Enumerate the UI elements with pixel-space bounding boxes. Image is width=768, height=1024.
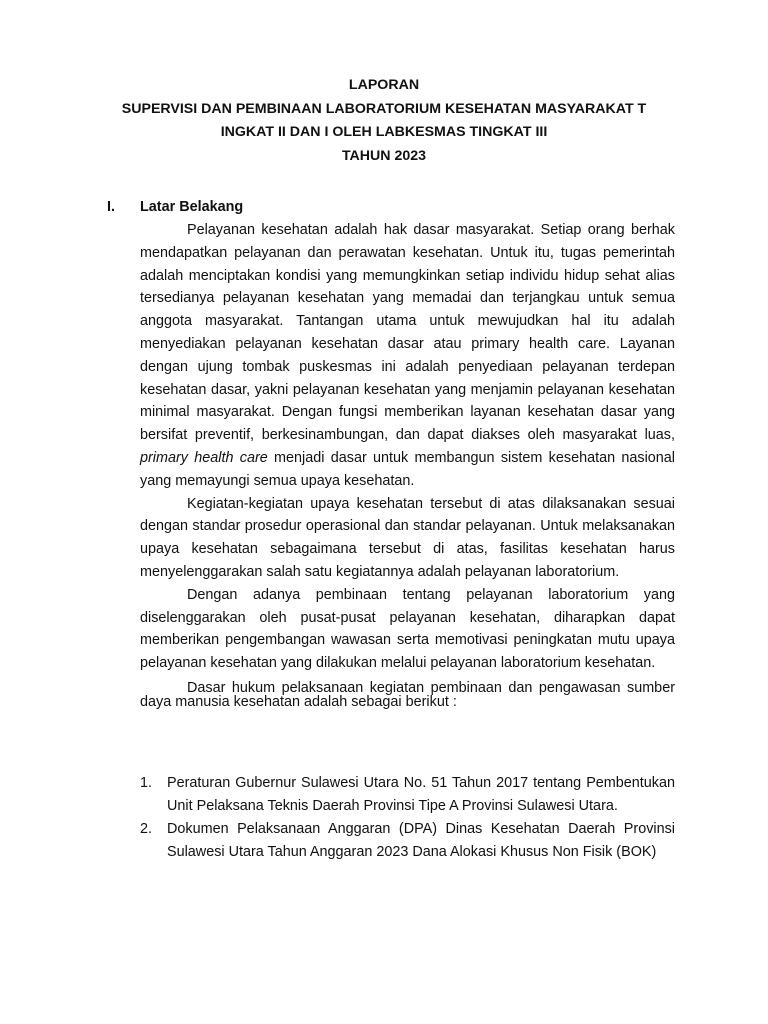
section-number: I. (107, 199, 115, 215)
section-body (140, 219, 675, 710)
paragraph-1-italic-term: primary health care (140, 449, 268, 466)
report-title (60, 74, 708, 168)
section-heading: Latar Belakang (140, 199, 244, 215)
paragraph-1-text: Pelayanan kesehatan adalah hak dasar masyarakat. Setiap orang berhak mendapatkan pelayanan dan perawatan kesehatan. Untuk itu, tugas pemerintah adalah menciptakan kondisi yang memungkinkan setiap individu hidup sehat alias tersedianya pelayanan kesehatan yang memadai dan terjangkau untuk semua anggota masyarakat. Tantangan utama untuk mewujudkan hal itu adalah menyediakan pelayanan kesehatan dasar atau primary health care. Layanan dengan ujung tombak puskesmas ini adalah penyediaan pelayanan terdepan kesehatan dasar, yakni pelayanan kesehatan yang menjamin pelayanan kesehatan minimal masyarakat. Dengan fungsi memberikan layanan kesehatan dasar yang bersifat preventif, berkesinambungan, dan dapat diakses oleh masyarakat luas, (140, 222, 675, 444)
paragraph-4: Dasar hukum pelaksanaan kegiatan pembinaan dan pengawasan sumber daya manusia kesehatan adalah sebagai berikut : (140, 679, 675, 711)
paragraph-3: Dengan adanya pembinaan tentang pelayanan laboratorium yang diselenggarakan oleh pusat-pusat pelayanan kesehatan, diharapkan dapat memberikan pengembangan wawasan serta memotivasi peningkatan mutu upaya pelayanan kesehatan yang dilakukan melalui pelayanan laboratorium kesehatan. (140, 586, 675, 672)
title-line: LAPORAN (348, 77, 420, 93)
list-item-text: Dokumen Pelaksanaan Anggaran (DPA) Dinas Kesehatan Daerah Provinsi Sulawesi Utara Tahun Anggaran 2023 Dana Alokasi Khusus Non Fisik (BOK) (167, 821, 675, 860)
legal-basis-list (140, 772, 675, 864)
title-line: TAHUN 2023 (341, 147, 427, 164)
list-item (140, 818, 675, 863)
list-item-number: 1. (140, 775, 153, 791)
list-item (140, 772, 675, 817)
paragraph-1-text-end: menjadi dasar untuk membangun sistem kesehatan nasional yang memayungi semua upaya kesehatan. (140, 449, 675, 489)
list-item-text: Peraturan Gubernur Sulawesi Utara No. 51 Tahun 2017 tentang Pembentukan Unit Pelaksana Teknis Daerah Provinsi Tipe A Provinsi Sulawesi Utara. (167, 775, 675, 814)
title-line: INGKAT II DAN I OLEH LABKESMAS TINGKAT III (220, 124, 548, 140)
paragraph-1 (140, 219, 675, 493)
paragraph-2: Kegiatan-kegiatan upaya kesehatan tersebut di atas dilaksanakan sesuai dengan standar prosedur operasional dan standar pelayanan. Untuk melaksanakan upaya kesehatan sebagaimana tersebut di atas, fasilitas kesehatan harus menyelenggarakan salah satu kegiatannya adalah pelayanan laboratorium. (140, 495, 675, 580)
list-item-number: 2. (140, 821, 153, 838)
title-line: SUPERVISI DAN PEMBINAAN LABORATORIUM KESEHATAN MASYARAKAT T (121, 100, 647, 117)
